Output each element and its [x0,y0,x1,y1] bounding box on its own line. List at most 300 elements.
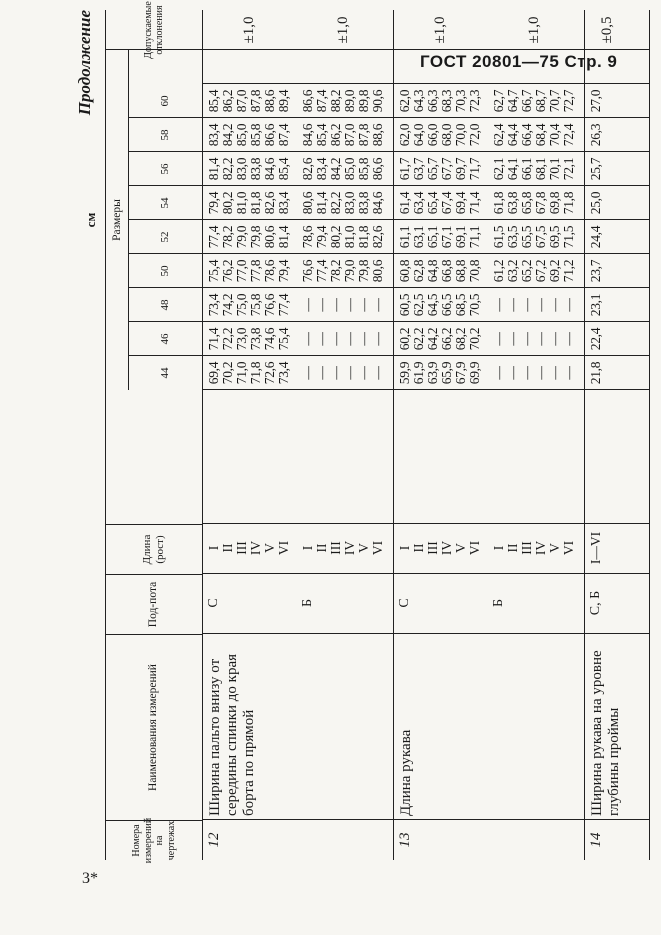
value-cell: — [314,332,329,346]
length-value: III [328,541,343,555]
grid-line [394,389,584,390]
value-cell: 75,4 [206,259,221,283]
table-row [585,10,649,860]
length-list [301,526,385,570]
value-cell: 69,7 [453,157,468,181]
length-list [589,526,603,570]
grid-line [203,321,393,322]
value-cell: 87,4 [276,123,291,147]
size-values-54 [589,186,603,220]
value-cell: — [547,332,562,346]
value-cell: 81,0 [342,225,357,249]
value-cell: 77,0 [234,259,249,283]
length-value: IV [533,540,548,556]
header-size-50: 50 [128,253,202,288]
value-cell: 76,6 [262,293,277,317]
length-value: I [300,545,315,551]
header-size-52: 52 [128,219,202,254]
value-cell: 67,7 [439,157,454,181]
tolerance-value: ±1,0 [240,16,257,44]
size-values-46 [398,322,482,356]
header-size-54: 54 [128,185,202,220]
value-cell: 87,8 [356,123,371,147]
length-value: I—VI [588,531,603,565]
value-cell: 66,1 [519,157,534,181]
value-cell: 62,2 [411,327,426,351]
length-value: I [491,545,506,551]
value-cell: 81,8 [248,191,263,215]
header-size-56: 56 [128,151,202,186]
value-cell: 67,5 [533,225,548,249]
value-cell: 83,0 [234,157,249,181]
value-cell: 88,6 [262,89,277,113]
value-cell: 86,6 [300,89,315,113]
value-cell: 83,8 [248,157,263,181]
table-row [394,10,585,860]
value-cell: — [300,366,315,380]
value-cell: — [505,298,520,312]
grid-line [585,253,649,254]
value-cell: 61,2 [491,259,506,283]
size-values-46 [207,322,291,356]
value-cell: — [505,332,520,346]
value-cell: 69,2 [547,259,562,283]
value-cell: — [561,366,576,380]
header-size-44: 44 [128,355,202,390]
value-cell: — [328,332,343,346]
value-cell: 23,7 [588,259,603,283]
size-values-46 [301,322,385,356]
value-cell: 85,0 [342,157,357,181]
value-cell: — [300,298,315,312]
value-cell: 86,2 [220,89,235,113]
value-cell: 80,2 [220,191,235,215]
value-cell: 83,4 [314,157,329,181]
value-cell: 63,5 [505,225,520,249]
grid-line [394,117,584,118]
value-cell: — [533,366,548,380]
value-cell: 26,3 [588,123,603,147]
size-values-44 [589,356,603,390]
tolerance-value: ±1,0 [334,16,351,44]
table-row [203,10,394,860]
value-cell: 79,4 [276,259,291,283]
size-values-52 [207,220,291,254]
size-values-48 [589,288,603,322]
size-values-50 [589,254,603,288]
value-cell: 84,2 [220,123,235,147]
size-values-46 [492,322,576,356]
length-value: VI [561,540,576,556]
value-cell: 70,0 [453,123,468,147]
value-cell: 87,8 [248,89,263,113]
size-values-60 [589,84,603,118]
value-cell: 79,4 [206,191,221,215]
value-cell: 70,1 [547,157,562,181]
value-cell: 79,0 [342,259,357,283]
value-cell: 62,0 [397,89,412,113]
value-cell: 69,5 [547,225,562,249]
value-cell: 68,2 [453,327,468,351]
grid-line [585,321,649,322]
grid-line [585,523,649,524]
value-cell: 72,7 [561,89,576,113]
value-cell: 85,8 [248,123,263,147]
value-cell: 71,0 [234,361,249,385]
grid-line [394,573,584,574]
value-cell: 83,4 [206,123,221,147]
value-cell: 70,2 [220,361,235,385]
size-values-58 [589,118,603,152]
value-cell: 78,6 [262,259,277,283]
value-cell: — [314,298,329,312]
size-values-50 [301,254,385,288]
value-cell: 64,2 [425,327,440,351]
value-cell: — [356,298,371,312]
value-cell: 80,6 [262,225,277,249]
grid-line [585,389,649,390]
row-name: Ширина рукава на уровне глубины проймы [589,650,622,816]
size-values-52 [301,220,385,254]
size-values-50 [398,254,482,288]
length-value: IV [439,540,454,556]
value-cell: 66,7 [519,89,534,113]
value-cell: 25,7 [588,157,603,181]
value-cell: 82,2 [328,191,343,215]
length-value: III [519,541,534,555]
value-cell: 71,8 [561,191,576,215]
header-size-60: 60 [159,95,171,107]
value-cell: 89,0 [342,89,357,113]
value-cell: 65,4 [425,191,440,215]
value-cell: 85,0 [234,123,249,147]
grid-line [203,355,393,356]
value-cell: 81,0 [234,191,249,215]
value-cell: 88,6 [370,123,385,147]
value-cell: 71,2 [561,259,576,283]
value-cell: 62,8 [411,259,426,283]
value-cell: 66,0 [425,123,440,147]
value-cell: 65,7 [425,157,440,181]
grid-line [203,49,393,50]
value-cell: 68,7 [533,89,548,113]
value-cell: 62,7 [491,89,506,113]
value-cell: 63,4 [411,191,426,215]
grid-line [585,355,649,356]
value-cell: 72,0 [467,123,482,147]
value-cell: 27,0 [588,89,603,113]
value-cell: — [356,332,371,346]
size-values-44 [492,356,576,390]
grid-line [203,253,393,254]
header-size-46: 46 [128,321,202,356]
value-cell: 64,7 [505,89,520,113]
value-cell: 77,8 [248,259,263,283]
value-cell: 70,3 [453,89,468,113]
row-number: 14 [588,832,604,848]
value-cell: 82,6 [262,191,277,215]
value-cell: 69,9 [467,361,482,385]
value-cell: 86,6 [370,157,385,181]
header-tolerance: Допускаемые отклонения [142,1,165,59]
grid-line [203,151,393,152]
rotated-table-container [75,1,622,864]
value-cell: 73,4 [276,361,291,385]
fit-label: Б [300,598,315,608]
footer-mark: 3* [82,870,98,887]
value-cell: 65,1 [425,225,440,249]
value-cell: 90,6 [370,89,385,113]
fit-label: С [397,598,412,608]
value-cell: 63,9 [425,361,440,385]
value-cell: 76,2 [220,259,235,283]
grid-line [585,573,649,574]
value-cell: 64,0 [411,123,426,147]
length-value: VI [276,540,291,556]
value-cell: 66,2 [439,327,454,351]
value-cell: 81,4 [206,157,221,181]
value-cell: 71,1 [467,225,482,249]
header-size-48: 48 [128,287,202,322]
value-cell: 88,2 [328,89,343,113]
value-cell: 59,9 [397,361,412,385]
value-cell: 61,8 [491,191,506,215]
size-values-46 [589,322,603,356]
value-cell: 83,4 [276,191,291,215]
value-cell: 71,4 [467,191,482,215]
grid-line [203,219,393,220]
value-cell: 77,4 [314,259,329,283]
grid-line [585,83,649,84]
value-cell: 62,1 [491,157,506,181]
value-cell: 67,4 [439,191,454,215]
value-cell: 79,8 [248,225,263,249]
value-cell: 60,8 [397,259,412,283]
value-cell: 77,4 [206,225,221,249]
row-number: 13 [397,832,413,848]
value-cell: 70,2 [467,327,482,351]
value-cell: 65,8 [519,191,534,215]
value-cell: — [314,366,329,380]
grid-line [394,49,584,50]
grid-line [585,219,649,220]
value-cell: 70,5 [467,293,482,317]
size-values-56 [589,152,603,186]
header-num: Номера измерений на чертежах [106,820,202,860]
length-value: V [453,543,468,553]
value-cell: 63,8 [505,191,520,215]
value-cell: 82,2 [220,157,235,181]
header-sizes-group [106,49,202,390]
size-values-58 [492,118,576,152]
length-value: VI [370,540,385,556]
grid-line [585,49,649,50]
value-cell: 68,4 [533,123,548,147]
size-values-60 [207,84,291,118]
value-cell: 69,1 [453,225,468,249]
value-cell: 64,8 [425,259,440,283]
value-cell: — [533,332,548,346]
grid-line [394,287,584,288]
value-cell: 73,8 [248,327,263,351]
value-cell: 71,8 [248,361,263,385]
size-values-48 [207,288,291,322]
value-cell: 68,3 [439,89,454,113]
value-cell: 73,4 [206,293,221,317]
size-values-56 [207,152,291,186]
size-values-56 [492,152,576,186]
value-cell: 66,8 [439,259,454,283]
value-cell: 64,1 [505,157,520,181]
grid-line [203,117,393,118]
value-cell: 75,4 [276,327,291,351]
value-cell: 83,0 [342,191,357,215]
size-values-48 [301,288,385,322]
value-cell: 61,7 [397,157,412,181]
value-cell: 72,3 [467,89,482,113]
value-cell: 69,8 [547,191,562,215]
value-cell: 69,4 [453,191,468,215]
grid-line [585,151,649,152]
size-values-48 [398,288,482,322]
row-name: Ширина пальто внизу от середины спинки до края борта по прямой [207,653,257,816]
size-values-56 [301,152,385,186]
value-cell: — [505,366,520,380]
value-cell: — [533,298,548,312]
header-size-58: 58 [128,117,202,152]
value-cell: — [547,298,562,312]
value-cell: — [491,366,506,380]
value-cell: 71,7 [467,157,482,181]
value-cell: 85,4 [314,123,329,147]
value-cell: 87,0 [342,123,357,147]
size-values-58 [301,118,385,152]
value-cell: — [519,298,534,312]
measurements-table [105,1,650,864]
value-cell: 68,0 [439,123,454,147]
value-cell: 60,2 [397,327,412,351]
value-cell: 85,8 [356,157,371,181]
table-body [203,10,649,860]
value-cell: 62,4 [491,123,506,147]
value-cell: 81,8 [356,225,371,249]
value-cell: 81,4 [314,191,329,215]
grid-line [203,819,393,820]
value-cell: — [342,332,357,346]
value-cell: 78,2 [328,259,343,283]
value-cell: 81,4 [276,225,291,249]
length-value: V [356,543,371,553]
value-cell: 25,0 [588,191,603,215]
value-cell: — [342,298,357,312]
length-value: IV [248,540,263,556]
header-sizes-title: Размеры [106,50,129,390]
grid-line [394,185,584,186]
length-value: II [505,543,520,553]
value-cell: 65,5 [519,225,534,249]
value-cell: 61,1 [397,225,412,249]
header-length: Длина (рост) [106,524,202,574]
size-values-52 [492,220,576,254]
value-cell: — [370,332,385,346]
value-cell: 69,4 [206,361,221,385]
value-cell: 89,4 [276,89,291,113]
value-cell: 63,2 [505,259,520,283]
value-cell: 84,6 [262,157,277,181]
value-cell: 72,1 [561,157,576,181]
grid-line [585,287,649,288]
value-cell: 82,6 [370,225,385,249]
grid-line [203,185,393,186]
tolerance-value: ±1,0 [431,16,448,44]
fit-label: С, Б [588,590,603,616]
tolerance-value: ±1,0 [525,16,542,44]
length-value: IV [342,540,357,556]
value-cell: 68,1 [533,157,548,181]
size-values-56 [398,152,482,186]
value-cell: 64,5 [425,293,440,317]
size-values-44 [398,356,482,390]
value-cell: 62,5 [411,293,426,317]
value-cell: 80,6 [300,191,315,215]
value-cell: 64,4 [505,123,520,147]
value-cell: 89,8 [356,89,371,113]
value-cell: — [519,366,534,380]
value-cell: 84,6 [300,123,315,147]
grid-line [394,523,584,524]
value-cell: — [491,332,506,346]
size-values-54 [207,186,291,220]
value-cell: 70,8 [467,259,482,283]
value-cell: 72,2 [220,327,235,351]
value-cell: — [491,298,506,312]
value-cell: — [328,366,343,380]
value-cell: 78,6 [300,225,315,249]
header-name: Наименования измерений [106,634,202,820]
value-cell: 80,6 [370,259,385,283]
value-cell: 79,4 [314,225,329,249]
value-cell: 61,5 [491,225,506,249]
size-values-44 [207,356,291,390]
row-number: 12 [206,832,222,848]
value-cell: 67,8 [533,191,548,215]
value-cell: 63,1 [411,225,426,249]
value-cell: — [370,366,385,380]
size-values-44 [301,356,385,390]
value-cell: 72,6 [262,361,277,385]
value-cell: 85,4 [276,157,291,181]
value-cell: 82,6 [300,157,315,181]
grid-line [394,633,584,634]
size-values-60 [301,84,385,118]
value-cell: 87,0 [234,89,249,113]
size-values-48 [492,288,576,322]
length-value: I [206,545,221,551]
value-cell: 23,1 [588,293,603,317]
length-value: III [425,541,440,555]
unit-label: см [83,212,98,228]
table-header [106,1,203,864]
grid-line [394,819,584,820]
size-values-60 [492,84,576,118]
length-value: II [314,543,329,553]
grid-line [585,633,649,634]
value-cell: 71,5 [561,225,576,249]
value-cell: 79,0 [234,225,249,249]
value-cell: 85,4 [206,89,221,113]
value-cell: 63,7 [411,157,426,181]
grid-line [203,389,393,390]
